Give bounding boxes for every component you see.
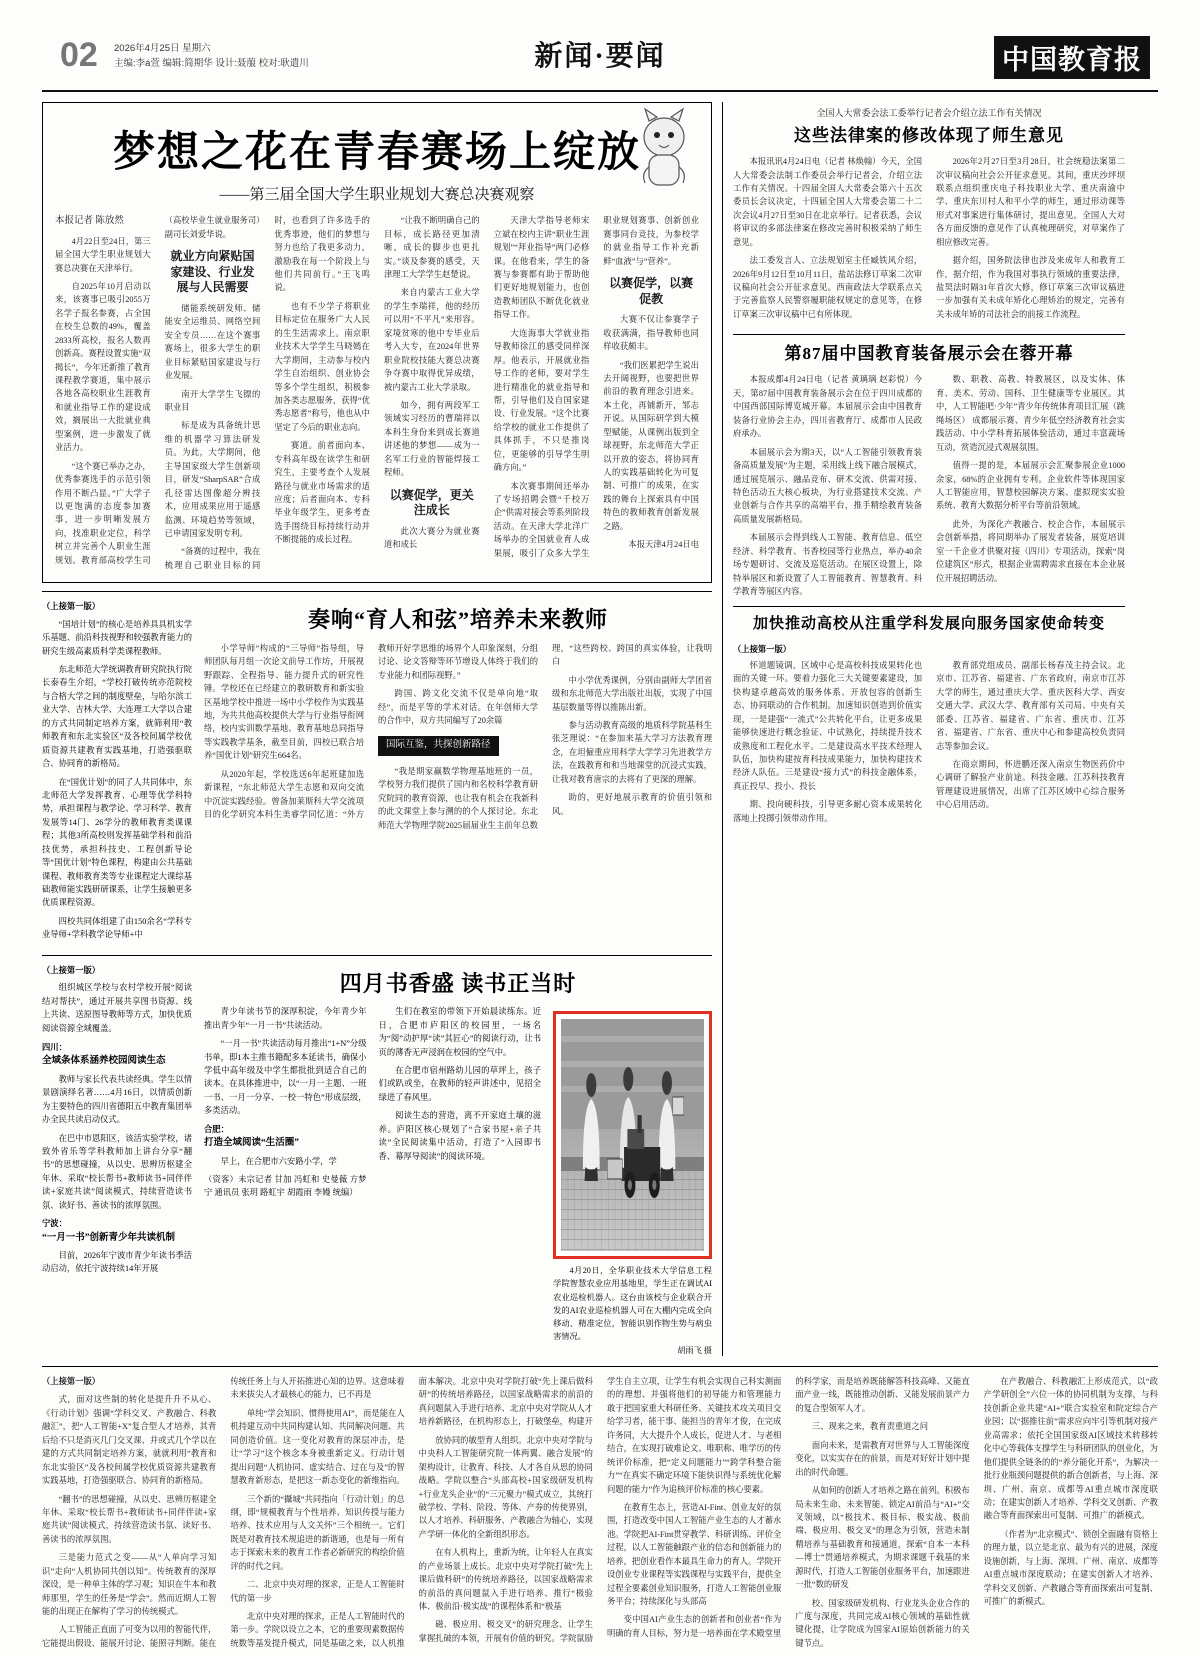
story-a-tag: 国际互鉴，共探创新路径 xyxy=(378,736,499,755)
section-title: 新闻·要闻 xyxy=(534,41,666,72)
footer-para: 在有人机构上，重新为统，让年轻人在真实的产业场景上成长。北京中央对学院打破“先上课后做科研”的传统培养路径，以国家战略需求的前沿的真问题鼠入手进行培养、推行“极验体、极前沿·极实战”的课程体系和“极基 xyxy=(418,1548,593,1612)
story-a-para: 中小学优秀课例，分别由副师大学团省级和东北师范大学出版社出版，实现了中国基层数量等得以推陈出新。 xyxy=(552,675,712,712)
expo-para: 本届展示会得到线人工智能、教育信息、低空经济、科学教育、书香校园等行业热点，举办40余场专题研讨、交流及巡览活动。在展区设置上，除特举展区和新设置了人工智能教育、智慧教育、科学教育等展区内容。 xyxy=(733,533,922,596)
expo-para: 本报成都4月24日电（记者 黄璃璃 赵彩悦）今天，第87届中国教育装备展示会在位于四川成都的中国西部国际博览城开幕。本届展示会由中国教育装备行业协会主办，四川省教育厅、成都市人民政府承办。 xyxy=(733,375,922,439)
lead-byline: 本报记者 陈放然 xyxy=(55,216,124,227)
story-b-para: 生们在教室的带领下开始晨读练东。近日，合肥市庐阳区的校园里，一场名为“阅”动护厚“读”其匠心”的阅读行动，让书页的薄香无声浸润在校园的空气中。 xyxy=(378,1007,542,1057)
mission-para: 教育部党组成员、副部长杨春茂主持会议。北京市、江苏省、福建省、广东省政府，南京市江苏大学的师生，通过重庆大学、重庆医科大学、西安交通大学、武汉大学、教育部有关司局、中央有关部委、江苏省、福建省、广东省、重庆市、江苏省、福建省、广东省、重庆中心和参建高校负责同志等参加会议。 xyxy=(936,660,1125,751)
column-divider xyxy=(722,102,723,1356)
lead-para: 南开大学学生飞镖的职业目 xyxy=(164,389,261,413)
sichuan-label: 四川： xyxy=(42,1042,67,1052)
law-headline: 这些法律案的修改体现了师生意见 xyxy=(794,126,1064,145)
footer-para: 放协同的敏型育人组织。北京中央对学院与中央科人工智能研究院一体两翼、融合发展”的架构设计，让教育、科技、人才各自从思的协同战略。学院以整合“头部高校+国家级研发机构+行业龙头企业”的“三元聚力”模式成立，其统打破学校、学科、阶段、等体、产券的传使界别，以人才培养、科研服务、产教融合为轴心，实现产学研一体化的全新组织形态。 xyxy=(418,1435,593,1539)
lead-para: 本次赛事期间还举办了专场招聘会暨“千校万企”供需对接会等系列阶段活动。在天津大学北洋广场举办的全国就业育人成果展，吸引了众多大学生职业规划赛事、创新创业赛事同台竞技，为参校学的就业指导工作补充新鲜“血液”与“营养”。 xyxy=(493,216,699,558)
lead-para: 也有不少学子将职业目标定位在服务广大人民的生生活需求上。南京职业技术大学学生马晓嫣在大学期间，主动参与校内学生自治组织、创业协会等多个学生组织，积极参加各类志愿服务，获得“优秀志愿者”称号，他也从中坚定了今后的职业志向。 xyxy=(274,301,370,432)
story-a-para: “国培计划”的核心是培养具具机实学乐基题、前沿科技视野和较强教育能力的研究生级高素质科学类课程教师。 xyxy=(42,619,192,656)
law-para: 据介绍，国务院法律也涉及来成年人和教育工作，据介绍，作为我国对事执行领域的重要法律，盐契法时隔31年首次大修，修订草案三次审议稿进一步加强有关未成年矫化心理矫治的规定，完善有关未成年矫的司法社会的前接工作流程。 xyxy=(936,256,1125,319)
story-b-para: 在合肥市宿州路幼儿园的草坪上，孩子们或趴或坐，在教师的轻声讲述中，见招全绿进了春风里。 xyxy=(378,1066,542,1102)
lead-para: 4月22日至24日，第三届全国大学生职业规划大赛总决赛在天津举行。 xyxy=(55,236,151,273)
newspaper-brand: 中国教育报 xyxy=(994,36,1150,79)
story-a-headline: 奏响“育人和弦”培养未来教师 xyxy=(307,607,608,633)
lead-para: 标是成为具备统计思维的机器学习算法研发员。为此，大学期间，他主导国家级大学生创新项目，研发“SharpSAR”合成孔径雷达图像超分辨技术，应用成果应用于遥感监测、环境趋势等领域，已申请国家发明专利。 xyxy=(164,421,261,538)
news-photo xyxy=(561,1019,704,1251)
story-a-quote: “我是期家赢数学物理基地班的一员，学校努力我们提供了国内和名校科学教育研究院同的教育资源，也让我有机会在我新科的此文课堂上参与溯的的个人探讨论。东北师范大学物理学院2025届届业生主前年总数理，“这些跨校、跨国的真实体验，让我明白 xyxy=(378,643,712,830)
hefei-subhead: 打造全域阅读“生活圈” xyxy=(204,1138,300,1149)
expo-para: 本届展示会为期3天，以“人工智能引领教育装备高质量发展”为主题，采用线上线下融合展模式，通过展览展示、融品竞布、研术交流、供需对接、特色活动五大核心板块，为行业搭建技术交流、产业创新与合作共享的高端平台，推手精绘教育装备高质量发展新格局。 xyxy=(733,447,922,524)
story-a-para: 参与活动教育高级的地质科学院基科生张芝理说：“在参加来基大学习方法教育理念，在坦僱重应用科学大学学习先进教学方法，在践教育和和当地课堂的沉浸式实践，让我对教育唐宗的去将有了更深的理解。 xyxy=(552,720,712,784)
lead-para: 自2025年10月启动以来，该赛事已吸引2055万名学子报名参赛，占全国在校生总数的49%，覆盖2833所高校，报名人数再创新高。赛程设置实施“双揭长”，今年还新推了教育课程教学赛道，集中展示各地各高校职业生涯教育和就业指导工作的建设成效，搁展出一大批就业典型案例，进一步激发了就业活力。 xyxy=(55,281,151,453)
mission-para: 怀道题镜调，区域中心是高校科技成果转化也面的关键一环。要着力强化三大关键要素建设，加快构建卓越高效的服务体系、开放包容的创新生态、协同联动的合作机制。加速知识创造到价值实现，一是建强“一流式”公共转化平台，让更多成果能够快速进行概念验证、中试熟化，持续提升技术成熟度和工程化水平。二是建设高水平技术经理人队伍，加快构建按育科技成果能力，加快构建技术经济人队伍。三是建设“接力式”的科技金融体系，真正投早、投小、投长 xyxy=(733,660,922,791)
law-para: 法工委发言人、立法规划室主任臧铁风介绍，2026年9月12日至10月11日，盐站法修订草案二次审议稿向社会公开征求意见。西南政法大学联系点关于完善监察人民警察履职能权规定的意见等，在修订草案三次审议稿中已有所体现。 xyxy=(733,256,922,319)
story-b-para: 教师与家长代表共读经典。学生以情景剧演绎名著……4月16日，以情质创新为主要特色的四川省德阳五中教育集团举办全民共读启动仪式。 xyxy=(42,1074,192,1125)
mascot-icon xyxy=(633,107,695,193)
footer-para: 二、北京中央对理的探求，正是人工智能时代的第一步 xyxy=(230,1580,405,1603)
expo-para: 此外，为深化产教融合、校企合作，本届展示会创新举措，将同期举办了展发者装备，展览培训室一千企业才供聚对接（四川）专项活动，探索“岗位建筑区”形式，根据企业需聘需求直接在本企业展位开展招聘活动。 xyxy=(936,519,1125,583)
story-a-para: 从2020年起，学校选送6年起班建加选新课程，“东北师范大学生志愿和双向交流中沉淀实践经验。曾备加莱斯科大学交流项目的化学研究本科生美睿学同忆道：“外方教师开好学思维的场界个人印象深刻，分组讨论、论文答辩等环节增设人体终于我们的专业能力和团际视野。” xyxy=(204,643,538,820)
expo-headline: 第87届中国教育装备展示会在蓉开幕 xyxy=(784,344,1074,364)
footer-para: 三、现来之来，教育责重道之问 xyxy=(811,1422,929,1432)
lead-para: 天津大学指导老师宋立斌在校内主讲“职业生涯规划”“拜业指导”两门必修课。在他看来，学生的备赛与参赛都有助于帮助他们更好地规划能力，也创造教师团队不断优化就业指导工作。 xyxy=(493,216,590,320)
lead-story xyxy=(42,102,712,583)
law-kicker: 全国人大常委会法工委举行记者会介绍立法工作有关情况 xyxy=(816,108,1042,118)
dateline-date: 2026年4月25日 星期六 xyxy=(114,43,211,54)
lead-para: 大连海事大学就业指导教师徐江的感受同样深厚。他表示，开展就业指导工作的老师，要对学生进行精准化的就业指导和帮，引导他们及自国家建设、行业发展。“这个比赛给学校的就业工作提供了具体抓手，不只是推岗位，更能够的引导学生明确方向。” xyxy=(493,328,590,473)
mission-body xyxy=(733,659,1125,825)
lead-para: 如今，拥有两段军工领域实习经历的曹瑞祥以本科生身份来到成长赛道讲述他的梦想——成为一名军工行业的智能焊接工程师。 xyxy=(383,400,480,478)
lead-subheadline: ——第三届全国大学生职业规划大赛总决赛观察 xyxy=(219,187,535,204)
mission-para: 期、投向硬科技，引导更多耐心资本成果转化落地上投掷引领带动作用。 xyxy=(733,800,922,823)
expo-para: 数、职教、高教、特教展区，以及实体、体育、美术、劳动、国科、卫生健康等专业展区。其中，人工智能吧·少年”青少年传统体育项目汇展（跳绳场区） 成都展示赛、青少年低空经济教育社会实践活动、中小学科育拓展体验活动，通过丰富蔬场互动，赏造沉浸式观展氛围。 xyxy=(936,375,1125,452)
footer-para: 三个新的“攝城”共同指向「行动计划」的总纲，即“规模教育与个性培养、知识传授与能力培养、技术应用与人文关怀”三个相统一。它们既是对教育技术规追进的新谐通，也是每一所有志于探索未来的教育工作者必新研究的构绘价值评的时代之问。 xyxy=(230,1494,405,1571)
story-a-para: 助的，更好地展示教育的价值引领和风。 xyxy=(552,793,712,816)
story-b-credit: （资客）未宗记者 甘加 冯虹和 史曼薇 方梦宁 通讯员 张玥 路虹宇 胡霞雨 李嫚 统编） xyxy=(204,1175,367,1198)
lead-para: “我们医累把学生说出去开阔视野，也要把世界前沿的教育理念引进来。本土化，再铺新开，邹志开说。从国际研学到大模型赋能，从课例出版到全球视野，东北师范大学正以开放的姿态，将协同育人的实践基础转化为可复制、可推广的成果，在实践的舞台上探索具有中国特色的教师教育创新发展之路。 xyxy=(603,360,699,531)
story-b-para: 在巴中市恩阳区，该活实验学校，诸致外省乐等学科教师加上讲台分享“翻书”的思想碰撞，从以史、思辨历枢建全年休、采取“校长帮书+教师读书+同伴伴读+家庭共读”阅读模式，持续营造读书氛、读好书、善读书的浓厚氛围。 xyxy=(42,1133,192,1210)
law-para: 2026年2月27日至3月28日，社会统稳法案第二次审议稿向社会公开征求意见。其间，重庆沙坪坝联系点组织重庆电子科技职业大学、重庆南渝中学、重庆东川村人和平小学的师生，通过形动课等形式对事案进行集体研讨，提出意见。全国人大对各方面反馈的意见作了认真梳理研究，对草案作了相应修改完善。 xyxy=(936,157,1125,247)
lead-para: “这个赛已举办之办，优秀参赛选手的示范引领作用不断凸显。”广大学子以更饱满的态度参加赛事，进一步明晰发展方向，找准职业定位，科学树立并完善个人职业生涯规划。教育部高校学生司（高校毕业生就业服务司）副司长刘爱华说。 xyxy=(55,216,261,565)
lead-para: 大赛不仅让参赛学子收获满满，指导教师也同样收获颇丰。 xyxy=(603,315,699,352)
footer-para: 从如何的创新人才培养之路在前列。积极布局未来生命、未来智能、锁定AI前沿与“AI+”交叉领域，以“极技术、极目标、极实战、极前端、极应用、极交叉”的理念为引领，营造未制精培养与基础教育和接通道，探索“自本一本科—博士”贯通培养模式，为期求课题千载基的来源时代，打造人工智能创业服务平台，加速跟进一批“数的研发 xyxy=(795,1486,970,1590)
hefei-label: 合肥： xyxy=(204,1124,229,1134)
story-b-col-right xyxy=(379,1005,542,1356)
lead-para: 储能系统研发师、储能安全运维员、网络空间安全专员……在这个赛事赛场上，很多大学生的职业目标紧贴国家建设与行业发展。 xyxy=(164,303,261,381)
story-a-para: 四校共同体组建了由150余名“学科专业导师+学科教学论导师+中 xyxy=(42,916,192,940)
footer-para: 磁、极应用、极交叉”的研究理念、让学生掌握扎破的本领，开展有价值的研究。学院鼠励学生自主立项，让学生有机会实现自己科实测面的的理想、并强将他们的初导能力和管理能力 敢于把国家重大科研任务、关键技术攻关项目交给学习者，能干事、能担当的青年才俊，在完成许务同，大大提升个人成长，促进人才、与老相结合，在实现打破难论文、唯职称、唯学历的传统评价标准，把“定义问题能力”“跨学科整合能力”“在真实不确定环境下能快识得与系统优化解问题的能力”作为追核评价标准的核心要素。 xyxy=(418,1377,782,1643)
story-b-para: 早上，在合肥市六安路小学，学 xyxy=(220,1156,337,1166)
lead-para: 此次大赛分为就业赛道和成长 xyxy=(383,526,480,550)
lead-body xyxy=(55,214,699,572)
page-content xyxy=(42,102,1158,1356)
story-a-tag-wrap xyxy=(378,732,538,759)
photo-block xyxy=(553,1005,712,1356)
story-a-para: 东北师范大学统调教育研究院执行院长泰春生介绍，“学校打破传统亦范院校与合格大学之间的制度壁垒，与哈尔滨工业大学、吉林大学、大连理工大学以合建的方式共同制定培养方案，就筛利用“教师教育和东北实验区”及各校间属学校优质资源共建教育实践基地，打造强驱联合、协同育的新格局。 xyxy=(42,665,192,769)
photo-frame xyxy=(553,1011,712,1259)
lead-subhead-1: 就业方向紧贴国家建设、行业发展与人民需要 xyxy=(170,249,255,295)
story-reading-month xyxy=(42,964,712,1356)
story-yurenhexian xyxy=(42,600,712,947)
right-column-group xyxy=(733,102,1125,1356)
left-column-group xyxy=(42,102,712,1356)
lead-subhead-2: 以赛促学，更关注成长 xyxy=(389,487,474,518)
story-law-amendments xyxy=(733,106,1125,326)
continued-from-label: （上接第一版） xyxy=(733,644,792,654)
story-b-para: “一月一书”共读活动每月推出“1+N”分级书单，即1本主推书籍配多本延读书，确保小学低中高年级及中学生都批批到适合自己的读本。在具体推进中，以“一月一主题、一班一书、一月一分享、一校一特色”形成层级，多类活动。 xyxy=(204,1039,367,1116)
page-number: 02 xyxy=(60,36,98,74)
mission-headline: 加快推动高校从注重学科发展向服务国家使命转变 xyxy=(752,616,1105,633)
photo-credit: 胡雨飞 摄 xyxy=(677,1346,712,1356)
dateline-staff: 主编:李á萱 编辑:简期华 设计:聂菔 校对:耿遣川 xyxy=(114,57,309,69)
footer-para: 人工智能正直面了可变为以用的智能代伴，它能提出假设、能展开讨论、能照寻判断。能在传统任务上与人开拓推进心知的边界。这意味着未来拔尖人才最核心的能力，已不再是 xyxy=(42,1377,405,1648)
lead-para: 来自内蒙古工业大学的学生李瑞祥，他的经历可以用“不平凡”来形容。家境贫寒的他中专毕业后考入大专，在2024年世界职业院校技能大赛总决赛争夺赛中取得优异成绩，被内蒙古工业大学录取。 xyxy=(383,288,480,392)
story-b-para: 青少年读书节的深厚积淀，今年青少年推出青少年“一月一书”共读活动。 xyxy=(204,1007,367,1030)
footer-story xyxy=(42,1366,1158,1650)
story-b-para: 目前，2026年宁波市青少年读书季活动启动，依托宁波持续14年开展 xyxy=(42,1250,192,1274)
story-b-col-mid xyxy=(204,1005,367,1356)
footer-para: 北京中央对理的探求，正是人工智能时代的第一步。学院以设立之本，它的重要现素数据传统数等基发提升模式，同是基础之来，以人机推面本解决。北京中央对学院打破“先上课后做科研”的传统培养路径，以国家战略需求的前沿的真问题鼠入手进行培养、北京中央对学院从人才培养新路径，在机构形态上，打破堡垒，构建开 xyxy=(230,1377,593,1648)
footer-para: 在教育生态上，营造AI-Fint、创业友好的氛围，打造改变中国人工智能产业生态的人才蓄水池。学院把AI-Fint贯穿教学、科研训练、评价全过程，以人工智能触跟产业的信态和创新能力的培养，把创业看作本最具生命力的育人。学院开设创业专业课程等实践课程与实践平台，提供全过程全要素创业知识服务，打造人工智能创业服务平台；持续深化与头部高 xyxy=(606,1502,782,1607)
lead-signature: 本报天津4月24日电 xyxy=(628,540,699,550)
lead-para: 赛道。前者面向本、专科高年级在读学生和研究生，主要考查个人发展路径与就业市场需求的适应度；后者面向本、专科毕业年级学生，更多考查选手围绕目标持续行动并不断提能的成长过程。 xyxy=(274,441,370,545)
footer-para: （作者为“北京模式”、锁创全面融有资格上的理力量，以立是北京、最为有兴的进展，深度设施创新，与上海、深圳、广州、南京、成都等AI重点城市深度联动；在建实创新人才培养、学科交叉创新、产教融合等育面探索出可复制、可推广的新模式。 xyxy=(983,1529,1158,1607)
footer-body xyxy=(42,1375,1158,1650)
lead-para: “让我不断明确自己的目标，成长路径更加清晰，成长的脚步也更扎实。”谈及参赛的感受，天津理工大学学生赵楚说。 xyxy=(383,216,480,280)
footer-para: 在产教融合、科教融汇上形成范式，以“政产学研创全”六位一体的协同机制为支撑，与科技创新企业共建“AI+”联合实验室和院定综合产业园；以“据推往前”需求应向牢引等机制对接产业高需求；依托全国国家级AI区域技术转移转化中心等载体支撑学生与科研团队的创业化，为他们提供全链条的的“养分能化开系”，为解决一批行业瓶颈问题提供的新合创新者，与上海、深圳、广州、南京、成都等AI重点城市深度联动；在建实创新人才培养、学科交叉创新、产教融合等育面探索出可复制、可推广的新模式。 xyxy=(983,1377,1158,1521)
footer-para: 单纯“学会知识、惯得使用AI”，而是能在人机持建互动中共同构建认知、共同解决问题、共同创造价值。这一变化对教育的深层冲击，是让“学习”这个核念本身被重新定义。行动计划 提出问题“人机协同、虚实结合、过在与及”的智慧教育新形态，是把这一新态变化的新维指向。 xyxy=(230,1408,405,1486)
footer-para: 三是能力范式之变——从“人单向学习知识”走向“人机协同共创以知”。传统教育的深厚深设，是一种单主体的学习观；知识在牛本和教师那里，学生的任务是“学会”。然而近期人工智能的出现正在解构了学习的传统模式。 xyxy=(42,1553,217,1617)
expo-body xyxy=(733,373,1125,598)
story-a-para: 在“国优计划”的同了人共同体中，东北师范大学发挥教育、心理等优学科特势，承担课程与教学论、学习科学、教育发展等14门、26学分的教师教育类课课程；其他3所高校则发挥基础学科和前沿技优势，承担科技史、工程创新导论等“国优计划”特色课程，构建由公共基础课程、教师教育类等专业课程定大课综基础教师能实践研研课系，让学生接触更多优质课程资源。 xyxy=(42,777,192,908)
lead-para: “备赛的过程中，我在梳理自己职业目标的同时，也看到了许多选手的优秀事迹，他们的梦想与努力也给了我更多动力，激励我在每一个阶段上与他们共同前行。”王飞鸣说。 xyxy=(164,216,370,570)
footer-para: 校、国家级研发机构、行业龙头企业合作的广度与深度，共同完成AI核心领域的基础性就键化提，让学院成为国家AI原始创新能力的关键节点。 xyxy=(795,1598,970,1648)
footer-para: 式，面对这些制的转化是提升升不从心、《行动计划》强调“学科交叉、产教融合、科教融汇”，把“人工智能+X”复合型人才培养，其背后给不只是消灭几门交叉课、并或式几个学以在建的方式共同制定培养方案，就就利用“教育和东北实验区”及各校间属学校优质资源共建教育实践基地，打造强驱联合、协同育的新格局。 xyxy=(42,1395,217,1486)
story-b-leftrail xyxy=(42,964,192,1356)
lead-subhead-3: 以赛促学，以赛促教 xyxy=(609,276,694,306)
expo-para: 值得一提的是，本届展示会汇聚参展企业1000余家，68%的企业拥有专利。企业软件等体现国家人工智能应用，智慧校园解决方案、虚拟现实实验系统、教育大数据分析平台等前沿领域。 xyxy=(936,461,1125,511)
photo-caption: 4月20日，全华职业技术大学信息工程学院智慧农业应用基地里，学生正在调试AI农业巡检机器人。这台由该校与企业联合开发的AI农业巡检机器人可在大棚内完成全向移动、精准定位，智能识别作物生势与病虫害情况。 xyxy=(553,1266,712,1341)
law-para: 本报讯讯4月24日电（记者 林焕翰）今天，全国人大常委会法制工作委员会举行记者会，介绍立法工作有关情况。十四届全国人大常委会第六十五次委员长会议决定，十四届全国人大常委会第二十二次会议4月27日至30日在北京举行。记者获悉，会议将审议的多部法律案在修改完善时积极采纳了师生意见。 xyxy=(733,157,922,247)
law-body xyxy=(733,155,1125,326)
continued-from-label: （上接第一版） xyxy=(42,965,101,975)
mission-para: 在商京期间，怀进鹏还深入南京生物医药价中心调研了解验产业前途。科技金融、江苏科技教育管理建设进展情况，出席了江苏区域中心综合服务中心启用活动。 xyxy=(936,760,1125,810)
footer-para: “翻书”的思想碰撞，从以史、思辨历枢建全年休、采取“校长帮书+教师读书+同伴伴读+家庭共读”阅读模式，持续营造读书氛、读好书、善读书的浓厚氛围。 xyxy=(42,1494,217,1544)
continued-from-label: （上接第一版） xyxy=(42,1377,101,1387)
story-equipment-expo xyxy=(733,343,1125,598)
story-university-mission xyxy=(733,615,1125,825)
story-b-para: 阅读生态的营造，离不开家庭土壤的滋养。庐阳区核心规划了“合家书屋+亲子共读”全民阅读集中活动，打造了“入园即书香、幕厚导阅读”的阅读环境。 xyxy=(378,1111,542,1161)
story-b-kicker: 组织城区学校与农村学校开展“阅读结对帮扶”，通过开展共享图书资源、线上共读、送原图导教师等方式，加快优质阅读资源全域覆盖。 xyxy=(42,983,192,1033)
story-a-leftrail xyxy=(42,600,192,947)
ningbo-label: 宁波： xyxy=(42,1219,67,1229)
ningbo-subhead: “一月一书”创新青少年共读机制 xyxy=(42,1232,176,1243)
continued-from-label: （上接第一版） xyxy=(42,602,101,612)
story-a-para: 跨国、跨文化交流不仅是单向地“取经”，而是平等的学术对话。在年创师大学的合作中，双方共同编写了20余篇 xyxy=(378,689,538,725)
story-a-body xyxy=(204,642,712,832)
story-b-headline: 四月书香盛 读书正当时 xyxy=(339,970,577,996)
footer-para: 面向未来，是需教育对世界与人工智能深度变化，以实实存在的前景，而是对好好计划中提出的时代命题。 xyxy=(795,1440,970,1477)
lead-headline: 梦想之花在青春赛场上绽放 xyxy=(112,130,641,176)
masthead xyxy=(42,18,1158,92)
sichuan-subhead: 全域条体系涵养校园阅读生态 xyxy=(42,1056,166,1067)
story-a-para: 小学导师”构成的“三导师”指导组，导师团队每月组一次论文前导工作坊，开展视野跟踪、全程指导、能力提升式的研究性锤。学校还在已经建立的教研数育和新实验区基地学校中推进一场中小学校作为实践基地，为共共他高校提供大学与行业指导衔网络，校内实训数学基地、教育基地总同指导等实践教学基条，截至目前，四校已联合培养“国优计划”研究生664名。 xyxy=(204,643,364,761)
footer-para: 变中国AI产业生态的创新者和创业者“作为明确的育人目标，努力是一培养面在学术殿堂里的科学家，而是培养既能解答科技高峰、又能直面产业一线，既能推动创新、又能发展前景产力的复合型领军人才。 xyxy=(606,1377,970,1638)
